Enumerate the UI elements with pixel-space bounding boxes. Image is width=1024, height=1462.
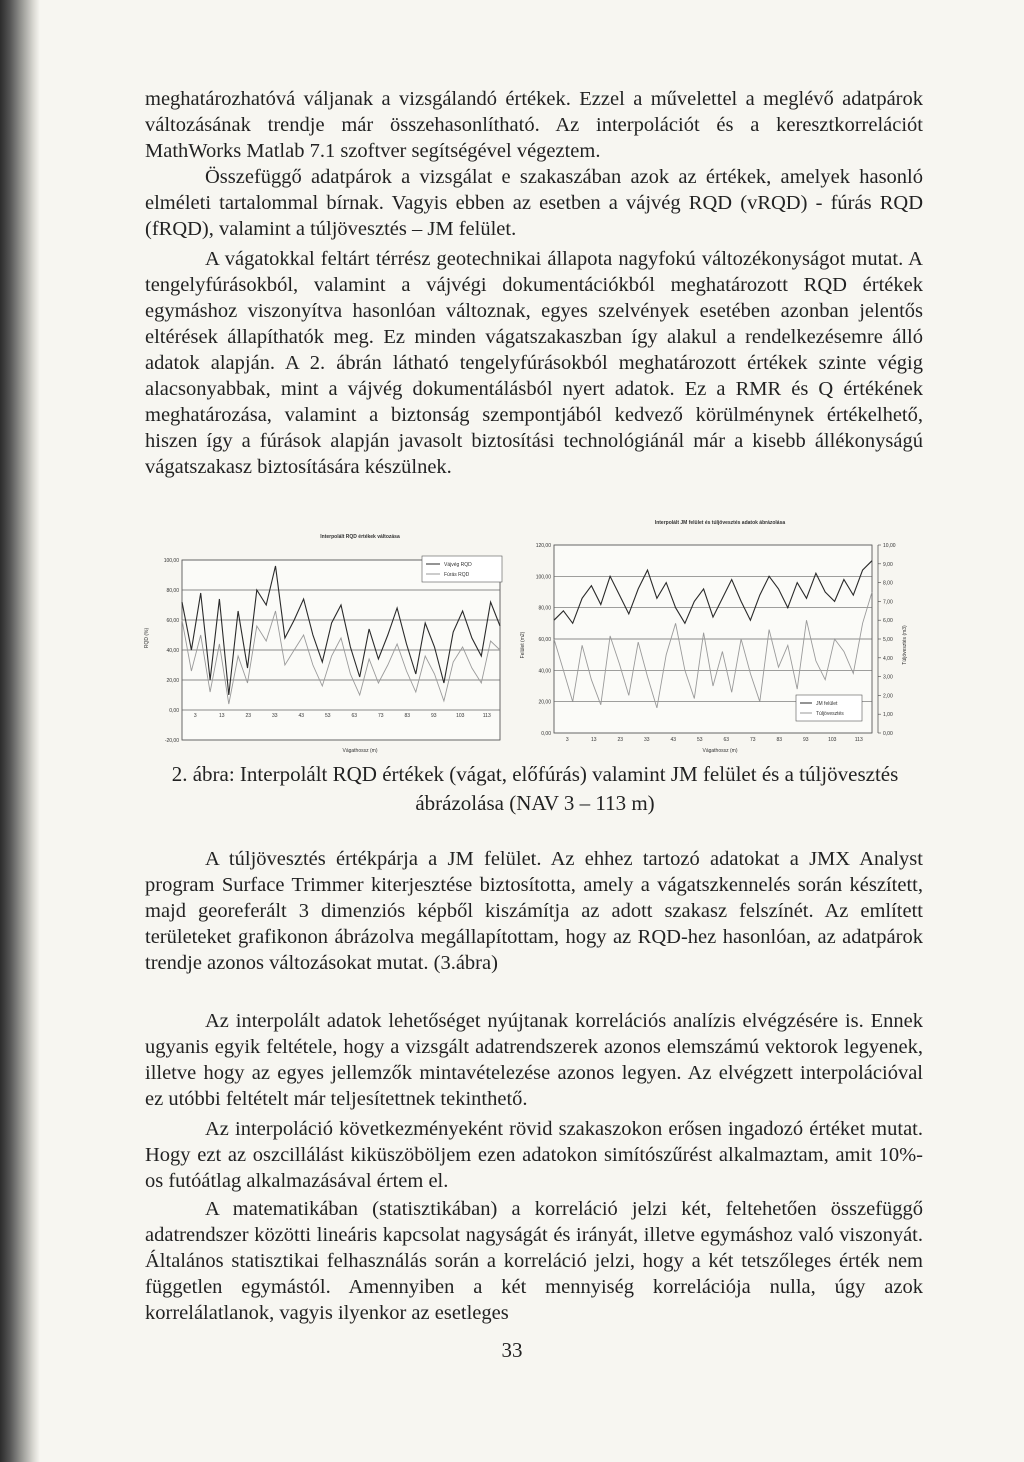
- rqd-chart-xlabel: Vágathossz (m): [342, 748, 378, 754]
- legend-label-furas: Fúrás RQD: [444, 572, 470, 578]
- jm-chart-xtick-label: 63: [723, 737, 730, 743]
- paragraph-geotechnical: A vágatokkal feltárt térrész geotechnikai állapota nagyfokú változékonyságot mutat. A tengelyfúrásokból, valamint a vájvégi dokumentációkból meghatározott RQD értékek egymáshoz viszonyítva hasonlóan változnak, egyes szelvények esetében azonban jelentős eltérések állapíthatók meg. Ez minden vágatszakaszban így alakul a rendelkezésemre álló adatok alapján. A 2. ábrán látható tengelyfúrásokból meghatározott értékek szinte végig alacsonyabbak, mint a vájvég dokumentálásból nyert adatok. Ez a RMR és Q értékének meghatározása, valamint a biztonság szempontjából kedvező körülménynek értékelhető, hiszen így a fúrások alapján javasolt biztosítási technológiánál már a kisebb állékonyságú vágatszakasz biztosítására készülnek.: [145, 248, 923, 478]
- jm-chart-y2label: Túljövesztés (m3): [902, 625, 908, 665]
- jm-chart-ytick-label: 40,00: [538, 668, 551, 675]
- rqd-chart-xtick-label: 93: [430, 713, 437, 719]
- jm-chart-ytick-label: 100,00: [535, 574, 551, 581]
- jm-chart-xtick-label: 13: [590, 737, 597, 743]
- jm-chart-y2tick-label: 0,00: [883, 731, 893, 737]
- jm-chart-legend: [796, 695, 862, 721]
- jm-chart-xtick-label: 73: [749, 737, 756, 743]
- rqd-chart-ytick-label: 60,00: [166, 618, 179, 624]
- jm-chart-xtick-label: 3: [565, 737, 569, 743]
- rqd-chart-ylabel: RQD (%): [144, 627, 150, 649]
- rqd-chart-svg: [140, 528, 510, 756]
- jm-chart-y2tick-label: 9,00: [883, 561, 893, 568]
- jm-chart-xtick-label: 53: [696, 737, 703, 743]
- rqd-chart-xtick-label: 83: [404, 713, 411, 719]
- paragraph-smoothing: Az interpoláció következményeként rövid szakaszokon erősen ingadozó értéket mutat. Hogy ezt az oszcillálást kiküszöböljem ezen adatokon simítószűrést alkalmaztam, amit 10%-os futóátlag alkalmazásával értem el.: [145, 1118, 923, 1192]
- jm-chart-y2tick-label: 1,00: [883, 712, 893, 719]
- paragraph-intro: meghatározhatóvá váljanak a vizsgálandó értékek. Ezzel a művelettel a meglévő adatpárok változásának trendje már összehasonlítható. Az interpolációt és a keresztkorrelációt MathWorks Matlab 7.1 szoftver segítségével végeztem.: [145, 88, 923, 162]
- paragraph-correlation: A matematikában (statisztikában) a korreláció jelzi két, feltehetően összefüggő adatrendszer közötti lineáris kapcsolat nagyságát és irányát, illetve egymáshoz való viszonyát. Általános statisztikai felhasználás során a korreláció jelzi, hogy a két tetszőleges érték nem független egymástól. Amennyiben a két mennyiség korrelációja nulla, úgy azok korrelálatlanok, vagyis ilyenkor az esetleges: [145, 1198, 923, 1324]
- jm-chart-xtick-label: 103: [828, 737, 837, 743]
- jm-chart: [510, 515, 910, 760]
- rqd-chart-ytick-label: -20,00: [164, 738, 179, 744]
- jm-chart-xtick-label: 83: [776, 737, 783, 743]
- rqd-chart-ytick-label: 20,00: [166, 678, 179, 684]
- jm-chart-ytick-label: 20,00: [538, 699, 551, 706]
- paragraph-data-pairs: Összefüggő adatpárok a vizsgálat e szakaszában azok az értékek, amelyek hasonló elméleti tartalommal bírnak. Vagyis ebben az esetben a vájvég RQD (vRQD) - fúrás RQD (fRQD), valamint a túljövesztés – JM felület.: [145, 166, 923, 240]
- rqd-chart-xtick-label: 113: [482, 713, 491, 719]
- rqd-chart-ytick-label: 0,00: [169, 708, 179, 714]
- legend-label-jm: JM felület: [816, 701, 838, 707]
- rqd-chart: [140, 528, 510, 761]
- jm-chart-y2tick-label: 4,00: [883, 655, 893, 662]
- jm-chart-svg: [510, 515, 910, 755]
- rqd-chart-xtick-label: 73: [377, 713, 384, 719]
- jm-chart-ytick-label: 60,00: [538, 637, 551, 643]
- paragraph-interpolation: Az interpolált adatok lehetőséget nyújtanak korrelációs analízis elvégzésére is. Ennek ugyanis egyik feltétele, hogy a vizsgált adatrendszerek azonos elemszámú vektorok legyenek, illetve hogy az egyes jellemzők mintavételezése azonos legyen. Az elvégzett interpolációval ez utóbbi feltételt már teljesítettnek tekinthető.: [145, 1010, 923, 1110]
- rqd-chart-xtick-label: 53: [324, 713, 331, 719]
- rqd-chart-xtick-label: 23: [245, 713, 252, 719]
- book-spine-shadow: [0, 0, 40, 1462]
- rqd-chart-xtick-label: 63: [351, 713, 358, 719]
- jm-chart-y2tick-label: 2,00: [883, 693, 893, 700]
- rqd-chart-ytick-label: 80,00: [166, 588, 179, 594]
- jm-chart-title: Interpolált JM felület és túljövesztés adatok ábrázolása: [654, 520, 786, 526]
- jm-chart-y2tick-label: 8,00: [883, 580, 893, 587]
- rqd-chart-ytick-label: 40,00: [166, 648, 179, 654]
- jm-chart-xlabel: Vágathossz (m): [702, 748, 738, 754]
- rqd-chart-title: Interpolált RQD értékek változása: [320, 534, 400, 540]
- rqd-chart-legend: [422, 556, 502, 582]
- jm-chart-xtick-label: 113: [854, 737, 863, 743]
- rqd-chart-ytick-label: 100,00: [163, 558, 179, 564]
- page-number: 33: [501, 1338, 523, 1362]
- rqd-chart-xtick-label: 43: [298, 713, 305, 719]
- jm-chart-ytick-label: 120,00: [535, 543, 551, 549]
- paragraph-jm-surface: A túljövesztés értékpárja a JM felület. Az ehhez tartozó adatokat a JMX Analyst program Surface Trimmer kiterjesztése biztosította, amely a vágatszkennelés során készített, majd georeferált 3 dimenziós képből kiszámítja az adott szakasz felszínét. Az említett területeket grafikonon ábrázolva megállapítottam, hogy az RQD-hez hasonlóan, az adatpárok trendje azonos változásokat mutat. (3.ábra): [145, 848, 923, 974]
- jm-chart-y2tick-label: 10,00: [883, 543, 896, 549]
- rqd-chart-xtick-label: 3: [193, 713, 197, 719]
- jm-chart-y2tick-label: 3,00: [883, 674, 893, 681]
- jm-chart-y2tick-label: 7,00: [883, 599, 893, 606]
- rqd-chart-xtick-label: 33: [271, 713, 278, 719]
- figure-caption: 2. ábra: Interpolált RQD értékek (vágat, előfúrás) valamint JM felület és a túljövesztés ábrázolása (NAV 3 – 113 m): [171, 762, 899, 815]
- jm-chart-xtick-label: 23: [617, 737, 624, 743]
- legend-label-tuljovesztes: Túljövesztés: [816, 711, 844, 717]
- jm-chart-ytick-label: 80,00: [538, 605, 551, 612]
- jm-chart-ylabel: Felület (m2): [520, 631, 526, 659]
- jm-chart-xtick-label: 43: [670, 737, 677, 743]
- rqd-chart-xtick-label: 103: [456, 713, 465, 719]
- jm-chart-xtick-label: 33: [643, 737, 650, 743]
- jm-chart-ytick-label: 0,00: [541, 731, 551, 737]
- rqd-chart-xtick-label: 13: [218, 713, 225, 719]
- jm-chart-xtick-label: 93: [802, 737, 809, 743]
- jm-chart-y2tick-label: 5,00: [883, 637, 893, 643]
- legend-label-vajveg: Vájvég RQD: [444, 562, 472, 568]
- jm-chart-y2tick-label: 6,00: [883, 618, 893, 625]
